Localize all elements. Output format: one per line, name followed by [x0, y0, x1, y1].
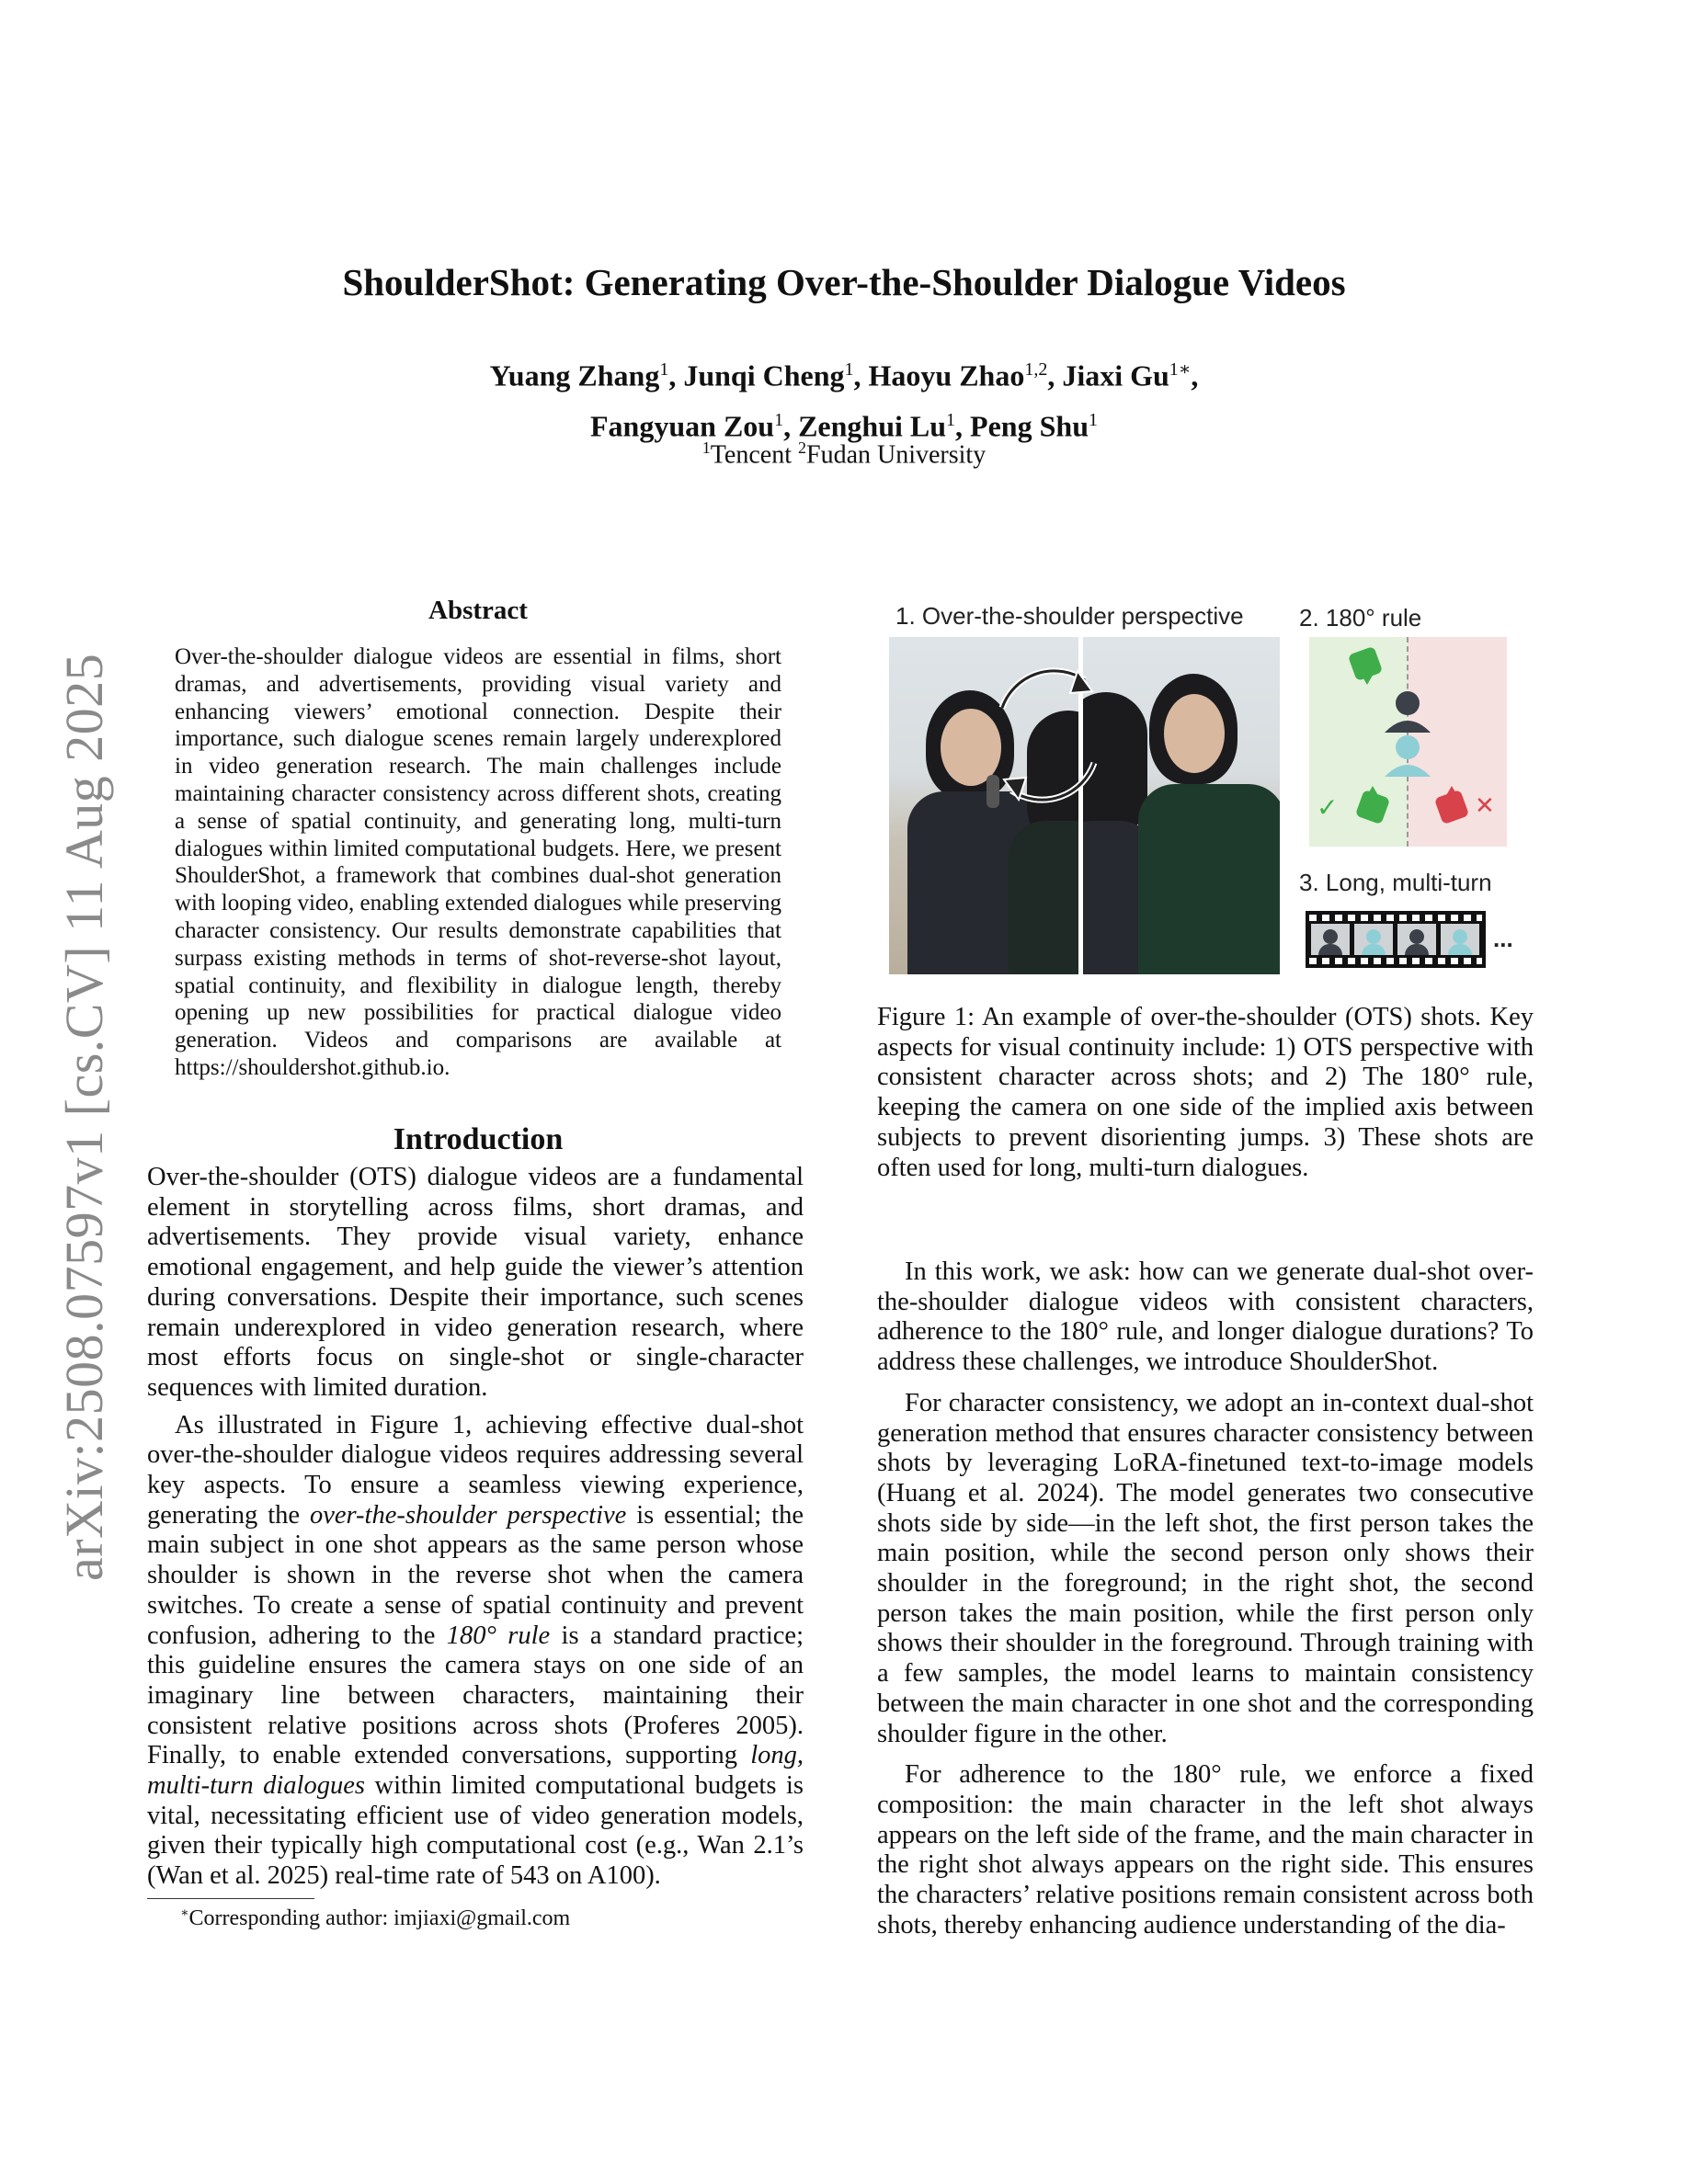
arxiv-identifier: arXiv:2508.07597v1 [cs.CV] 11 Aug 2025 [54, 653, 114, 1581]
footnote-corresponding-author: ∗Corresponding author: imjiaxi@gmail.com [180, 1906, 571, 1930]
right-paragraph-3: For adherence to the 180° rule, we enforce a fixed composition: the main character in the left shot always appears on the left side of the frame, and the main character in the right shot always appears on the right side. This ensures the characters’ relative positions remain consistent across both shots, thereby enhancing audience understanding of the dia- [877, 1760, 1534, 1939]
film-frame-dark [1397, 924, 1436, 955]
author-name: Junqi Cheng [683, 358, 845, 392]
paper-title: ShoulderShot: Generating Over-the-Shoulder Dialogue Videos [342, 261, 1346, 303]
figure-label-180-rule: 2. 180° rule [1299, 604, 1422, 631]
film-frame-teal [1354, 924, 1393, 955]
author-name: Jiaxi Gu [1062, 358, 1169, 392]
camera-forbidden-icon [1434, 786, 1469, 825]
author-list [0, 347, 1688, 448]
check-icon: ✓ [1317, 792, 1339, 823]
authors-line-2: Fangyuan Zou$^1$, Zenghui Lu$^1$, Peng Shu$^1$ [590, 409, 1098, 443]
person-teal-icon [1385, 735, 1431, 777]
author-affil-mark: 1 [946, 409, 956, 430]
right-paragraph-2: For character consistency, we adopt an in-context dual-shot generation method that ensures character consistency between shots by leveraging LoRA-finetuned text-to-image models (Huang et al. 2024). The model generates two consecutive shots side by side—in the left shot, the first person takes the main position, while the second person only shows their shoulder in the foreground; in the right shot, the second person takes the main position, while the first person only shows their shoulder in the foreground. Through training with a few samples, the model learns to maintain consistency between the main character in one shot and the corresponding shoulder figure in the other. [877, 1388, 1534, 1748]
film-sprocket-bottom [1309, 958, 1482, 964]
author-affil-mark: 1 [659, 359, 669, 380]
author-name: Zenghui Lu [798, 409, 947, 443]
swap-arrows-icon [975, 643, 1122, 818]
character-body [1138, 784, 1280, 974]
author-affil-mark: 1 [844, 359, 854, 380]
camera-top-icon [1348, 646, 1383, 685]
authors-line-1: Yuang Zhang$^1$, Junqi Cheng$^1$, Haoyu Zhao$^{1,2}$, Jiaxi $Gu^{1∗}$, [489, 358, 1199, 392]
film-ellipsis: ... [1493, 925, 1513, 952]
figure-label-long-multi-turn: 3. Long, multi-turn [1299, 869, 1492, 896]
right-paragraph-1: In this work, we ask: how can we generate dual-shot over-the-shoulder dialogue videos with consistent characters, adherence to the 180° rule, and longer dialogue durations? To address these challenges, we introduce ShoulderShot. [877, 1257, 1534, 1377]
film-sprocket-top [1309, 915, 1482, 921]
camera-allowed-icon [1355, 786, 1390, 825]
person-dark-icon [1385, 691, 1431, 733]
film-frame-dark [1311, 924, 1350, 955]
shoulder-figure-body [1009, 821, 1078, 974]
introduction-body [147, 1163, 804, 1892]
footnote-rule [147, 1898, 314, 1899]
intro-paragraph-2: As illustrated in Figure 1, achieving effective dual-shot over-the-shoulder dialogue videos requires addressing several key aspects. To ensure a seamless viewing experience, generating the over-the-shoulder perspective is essential; the main subject in one shot appears as the same person whose shoulder is shown in the reverse shot when the camera switches. To create a sense of spatial continuity and prevent confusion, adhering to the 180° rule is a standard practice; this guideline ensures the camera stays on one side of an imaginary line between characters, maintaining their consistent relative positions across shots (Proferes 2005). Finally, to enable extended conversations, supporting long, multi-turn dialogues within limited computational budgets is vital, necessitating efficient use of video generation models, given their typically high computational cost (e.g., Wan 2.1’s (Wan et al. 2025) real-time rate of 543 on A100). [147, 1410, 804, 1891]
affiliations: $^1$Tencent $^2$Fudan University [701, 438, 987, 470]
author-name: Haoyu Zhao [868, 358, 1025, 392]
author-affil-mark: 1 [774, 409, 784, 430]
author-affil-mark: 1∗ [1169, 359, 1192, 380]
film-frame-teal [1441, 924, 1479, 955]
author-name: Yuang Zhang [489, 358, 660, 392]
abstract-text: Over-the-shoulder dialogue videos are essential in films, short dramas, and advertisements, providing visual variety and enhancing viewers’ emotional connection. Despite their importance, such dialogue scenes remain largely underexplored in video generation research. The main challenges include maintaining character consistency across different shots, creating a sense of spatial continuity, and generating long, multi-turn dialogues within limited computational budgets. Here, we present ShoulderShot, a framework that combines dual-shot generation with looping video, enabling extended dialogues while preserving character consistency. Our results demonstrate capabilities that surpass existing methods in terms of shot-reverse-shot layout, spatial continuity, and flexibility in dialogue length, thereby opening up new possibilities for practical dialogue video generation. Videos and comparisons are available at https://shouldershot.github.io. [175, 644, 781, 1080]
character-face [1164, 694, 1225, 773]
affiliation-fudan: Fudan University [806, 440, 987, 470]
cross-icon: ✕ [1475, 792, 1495, 820]
figure-label-ots: 1. Over-the-shoulder perspective [895, 602, 1244, 630]
film-strip-icon [1306, 911, 1486, 968]
author-name: Fangyuan Zou [590, 409, 775, 443]
introduction-heading: Introduction [393, 1122, 564, 1156]
author-affil-mark: 1 [1088, 409, 1098, 430]
figure-1-caption: Figure 1: An example of over-the-shoulder (OTS) shots. Key aspects for visual continuity include: 1) OTS perspective with consistent character across shots; and 2) The 180° rule, keeping the camera on one side of the implied axis between subjects to prevent disorienting jumps. 3) These shots are often used for long, multi-turn dialogues. [877, 1003, 1534, 1182]
author-affil-mark: 1,2 [1024, 359, 1048, 380]
affiliation-tencent: Tencent [710, 440, 798, 470]
abstract-heading: Abstract [428, 596, 528, 625]
intro-paragraph-1: Over-the-shoulder (OTS) dialogue videos are a fundamental element in storytelling across films, short dramas, and advertisements. They provide visual variety, enhance emotional engagement, and help guide the viewer’s attention during conversations. Despite their importance, such scenes remain underexplored in video generation research, where most efforts focus on single-shot or single-character sequences with limited duration. [147, 1163, 804, 1402]
right-column-body [877, 1257, 1534, 1951]
author-name: Peng Shu [970, 409, 1089, 443]
